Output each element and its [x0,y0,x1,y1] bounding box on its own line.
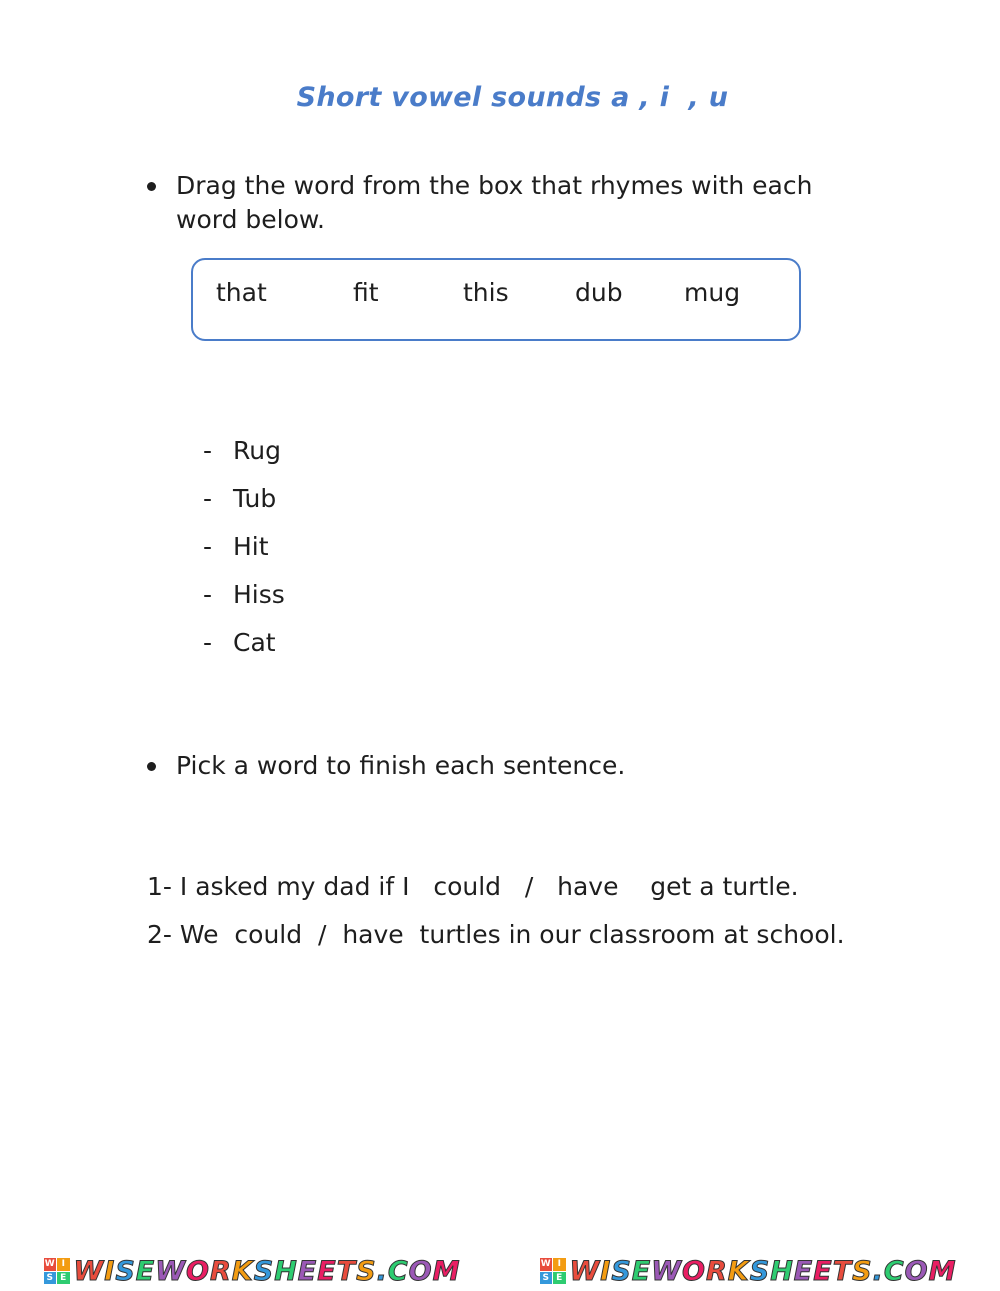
bullet-icon [147,182,156,191]
footer-brand-group [44,1256,461,1287]
bullet-icon [147,762,156,771]
footer-watermark [0,1254,1000,1288]
sentence-1[interactable]: 1- I asked my dad if I could / have get a turtle. [147,872,799,901]
dash-marker: - [203,532,213,561]
instruction-pick-text: Pick a word to finish each sentence. [176,751,626,780]
word-bank-item[interactable]: dub [575,278,623,307]
target-word: Tub [233,484,277,513]
page-title: Short vowel sounds a , i , u [296,82,729,113]
instruction-drag-line1: Drag the word from the box that rhymes with each [176,171,813,200]
target-word: Rug [233,436,281,465]
footer-brand-group [540,1256,957,1287]
word-bank-item[interactable]: fit [353,278,379,307]
footer-brand-text: WISEWORKSHEETS.COM [569,1255,957,1287]
word-bank-item[interactable]: this [463,278,509,307]
dash-marker: - [203,628,213,657]
footer-brand-text: WISEWORKSHEETS.COM [73,1255,461,1287]
dash-marker: - [203,580,213,609]
target-word: Cat [233,628,276,657]
wise-logo-icon: W I S E [540,1258,566,1284]
wise-logo-icon: W I S E [44,1258,70,1284]
instruction-drag-line2: word below. [176,205,325,234]
sentence-2[interactable]: 2- We could / have turtles in our classroom at school. [147,920,845,949]
target-word: Hit [233,532,269,561]
target-word: Hiss [233,580,285,609]
word-bank-item[interactable]: that [216,278,267,307]
dash-marker: - [203,484,213,513]
dash-marker: - [203,436,213,465]
word-bank-item[interactable]: mug [684,278,741,307]
target-word-row[interactable] [203,626,276,728]
